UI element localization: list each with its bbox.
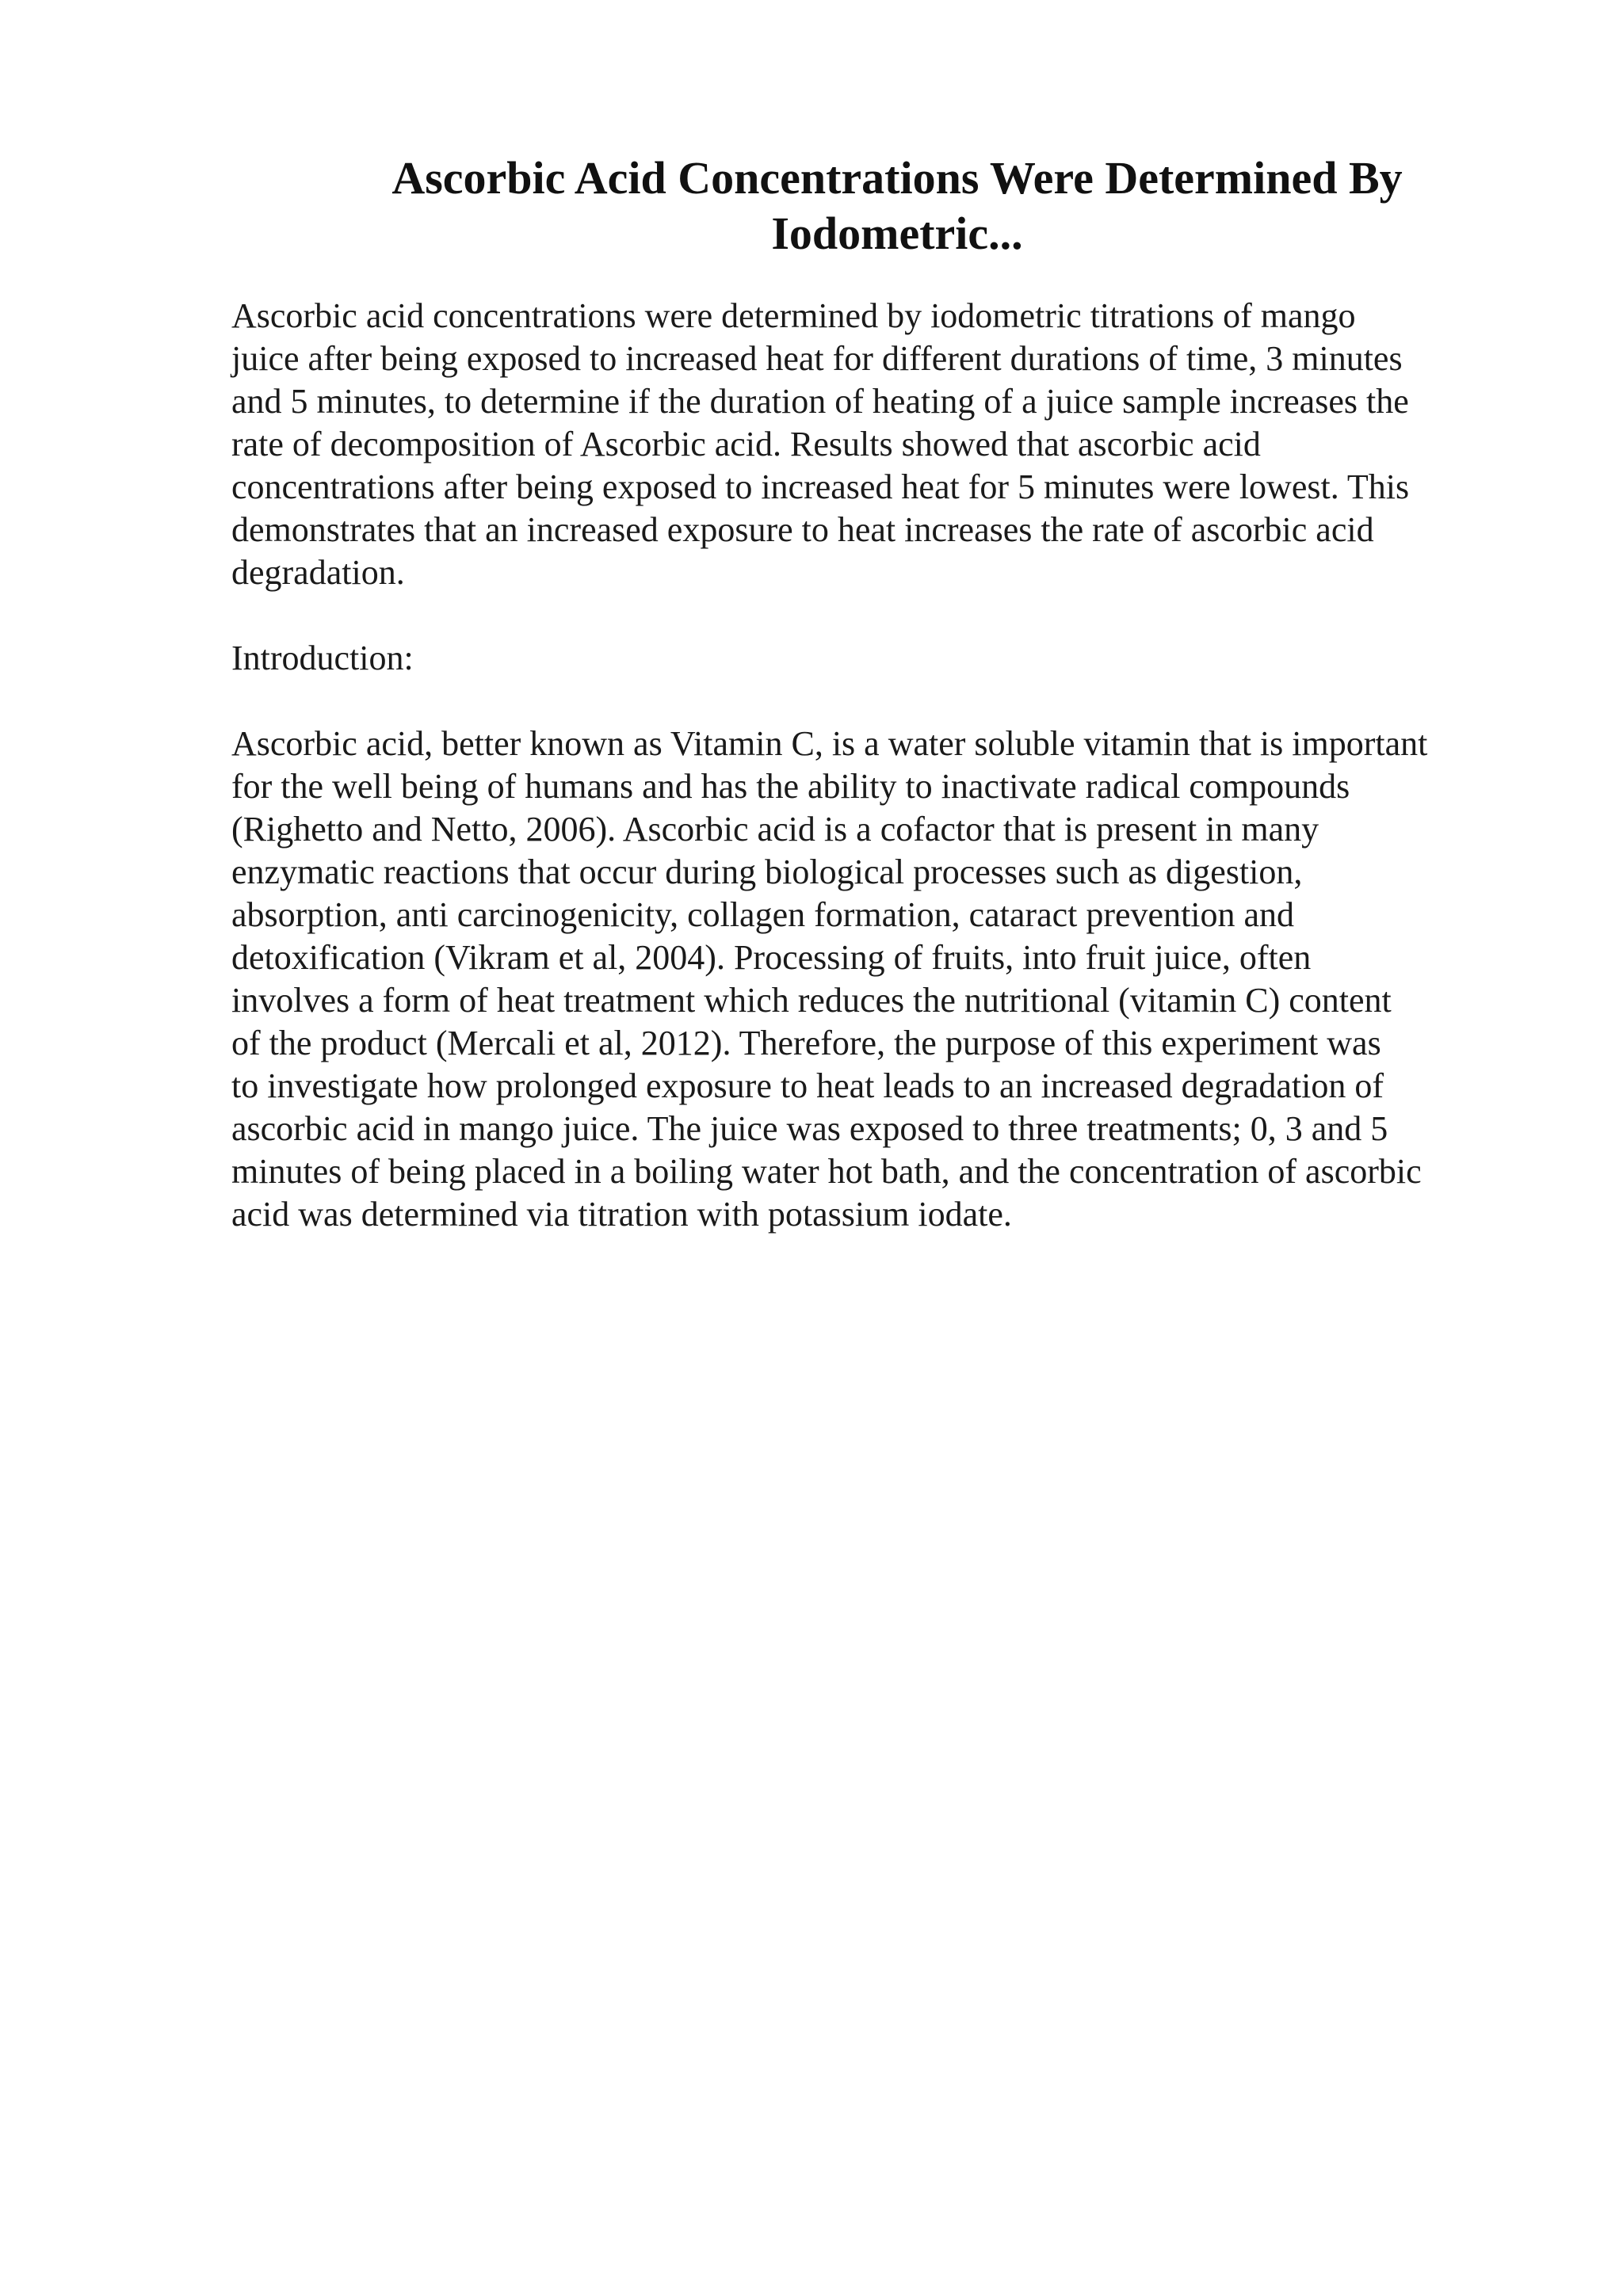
document-page — [231, 151, 1515, 1236]
abstract-line: Ascorbic acid concentrations were determined by iodometric titrations of mango — [231, 296, 1356, 335]
intro-line: enzymatic reactions that occur during biological processes such as digestion, — [231, 852, 1303, 891]
abstract-line: juice after being exposed to increased heat for different durations of time, 3 minutes — [231, 339, 1403, 378]
intro-line: for the well being of humans and has the ability to inactivate radical compounds — [231, 767, 1350, 806]
abstract-paragraph — [231, 295, 1515, 594]
title-line-2: Iodometric... — [771, 208, 1023, 259]
abstract-line: and 5 minutes, to determine if the duration of heating of a juice sample increases the — [231, 382, 1409, 421]
intro-line: detoxification (Vikram et al, 2004). Processing of fruits, into fruit juice, often — [231, 938, 1312, 977]
intro-line: minutes of being placed in a boiling water hot bath, and the concentration of ascorbic — [231, 1152, 1422, 1191]
intro-line: Ascorbic acid, better known as Vitamin C, is a water soluble vitamin that is important — [231, 724, 1428, 763]
intro-line: (Righetto and Netto, 2006). Ascorbic acid is a cofactor that is present in many — [231, 810, 1319, 849]
introduction-paragraph — [231, 723, 1515, 1236]
abstract-line: rate of decomposition of Ascorbic acid. Results showed that ascorbic acid — [231, 425, 1261, 463]
abstract-line: concentrations after being exposed to increased heat for 5 minutes were lowest. This — [231, 467, 1410, 506]
introduction-heading: Introduction: — [231, 639, 414, 677]
intro-line: involves a form of heat treatment which reduces the nutritional (vitamin C) content — [231, 981, 1392, 1020]
intro-line: to investigate how prolonged exposure to heat leads to an increased degradation of — [231, 1066, 1384, 1105]
intro-line: acid was determined via titration with potassium iodate. — [231, 1195, 1012, 1234]
abstract-line: demonstrates that an increased exposure to heat increases the rate of ascorbic acid — [231, 510, 1374, 549]
title-line-1: Ascorbic Acid Concentrations Were Determined By — [391, 152, 1403, 204]
intro-line: absorption, anti carcinogenicity, collagen formation, cataract prevention and — [231, 895, 1295, 934]
abstract-line: degradation. — [231, 553, 405, 592]
document-title — [255, 151, 1539, 261]
intro-line: ascorbic acid in mango juice. The juice was exposed to three treatments; 0, 3 and 5 — [231, 1109, 1388, 1148]
intro-line: of the product (Mercali et al, 2012). Therefore, the purpose of this experiment was — [231, 1024, 1381, 1062]
